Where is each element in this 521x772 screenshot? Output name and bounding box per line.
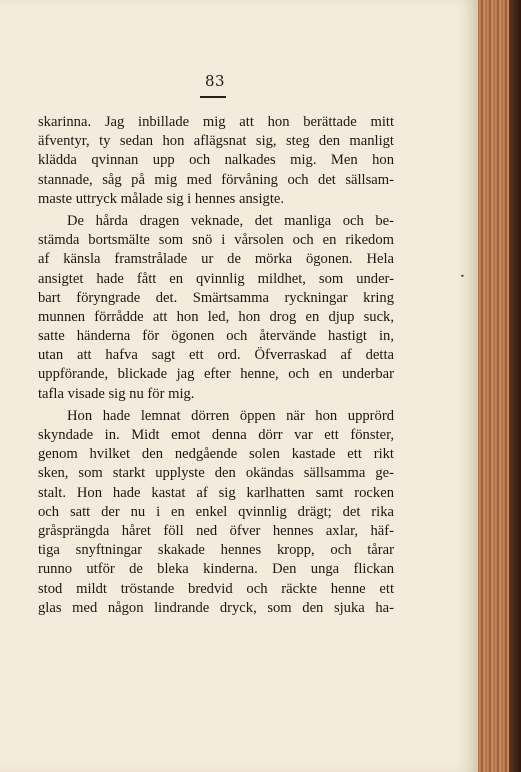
text-line: stalt. Hon hade kastat af sig karlhatten samt rocken (38, 484, 394, 501)
text-line: Hon hade lemnat dörren öppen när hon upprörd (67, 407, 394, 424)
text-line: af känsla framstrålade ur de mörka ögonen. Hela (38, 251, 394, 268)
paper-speck: • (460, 272, 465, 281)
text-line: stannade, såg på mig med förvåning och det sällsam- (38, 171, 394, 188)
text-line: skarinna. Jag inbillade mig att hon berättade mitt (38, 114, 394, 130)
text-line: maste uttryck målade sig i hennes ansigte. (38, 190, 284, 207)
body-text (38, 113, 394, 618)
text-line: satte händerna för ögonen och återvände hastigt in, (38, 328, 394, 345)
text-line: runno utför de bleka kinderna. Den unga flickan (38, 561, 394, 578)
text-line: klädda qvinnan upp och nalkades mig. Men hon (38, 152, 394, 169)
text-line: tiga snyftningar skakade hennes kropp, och tårar (38, 542, 394, 559)
paragraph (38, 407, 394, 618)
text-line: ansigtet hade fått en qvinnlig mildhet, som under- (38, 270, 394, 287)
text-line: stämda bortsmälte som snö i vårsolen och en rikedom (38, 232, 394, 249)
text-line: munnen förrådde att hon led, hon drog en djup suck, (38, 308, 394, 325)
text-line: bart föryngrade det. Smärtsamma ryckningar kring (38, 289, 394, 306)
text-line: De hårda dragen veknade, det manliga och be- (67, 212, 394, 229)
text-line: äfventyr, ty sedan hon aflägsnat sig, steg den manligt (38, 133, 394, 150)
text-line: gråsprängda håret föll ned öfver hennes axlar, häf- (38, 522, 394, 539)
text-line: stod mildt tröstande bredvid och räckte henne ett (38, 580, 394, 597)
page-number: 83 (204, 72, 226, 90)
text-line: genom hvilket den nedgående solen kastade ett rikt (38, 446, 394, 463)
paragraph (38, 212, 394, 404)
text-line: och satt der nu i en enkel qvinnlig drägt; det rika (38, 503, 394, 520)
text-line: uppförande, blickade jag efter henne, och en underbar (38, 366, 394, 383)
text-line: tafla visade sig nu för mig. (38, 385, 195, 402)
text-line: utan att hafva sagt ett ord. Öfverraskad af detta (38, 347, 394, 364)
text-line: skyndade in. Midt emot denna dörr var ett fönster, (38, 427, 394, 443)
paragraph (38, 113, 394, 209)
page-number-rule (200, 96, 226, 98)
text-line: sken, som starkt upplyste den okändas sällsamma ge- (38, 465, 394, 482)
text-line: glas med någon lindrande dryck, som den sjuka ha- (38, 599, 394, 616)
